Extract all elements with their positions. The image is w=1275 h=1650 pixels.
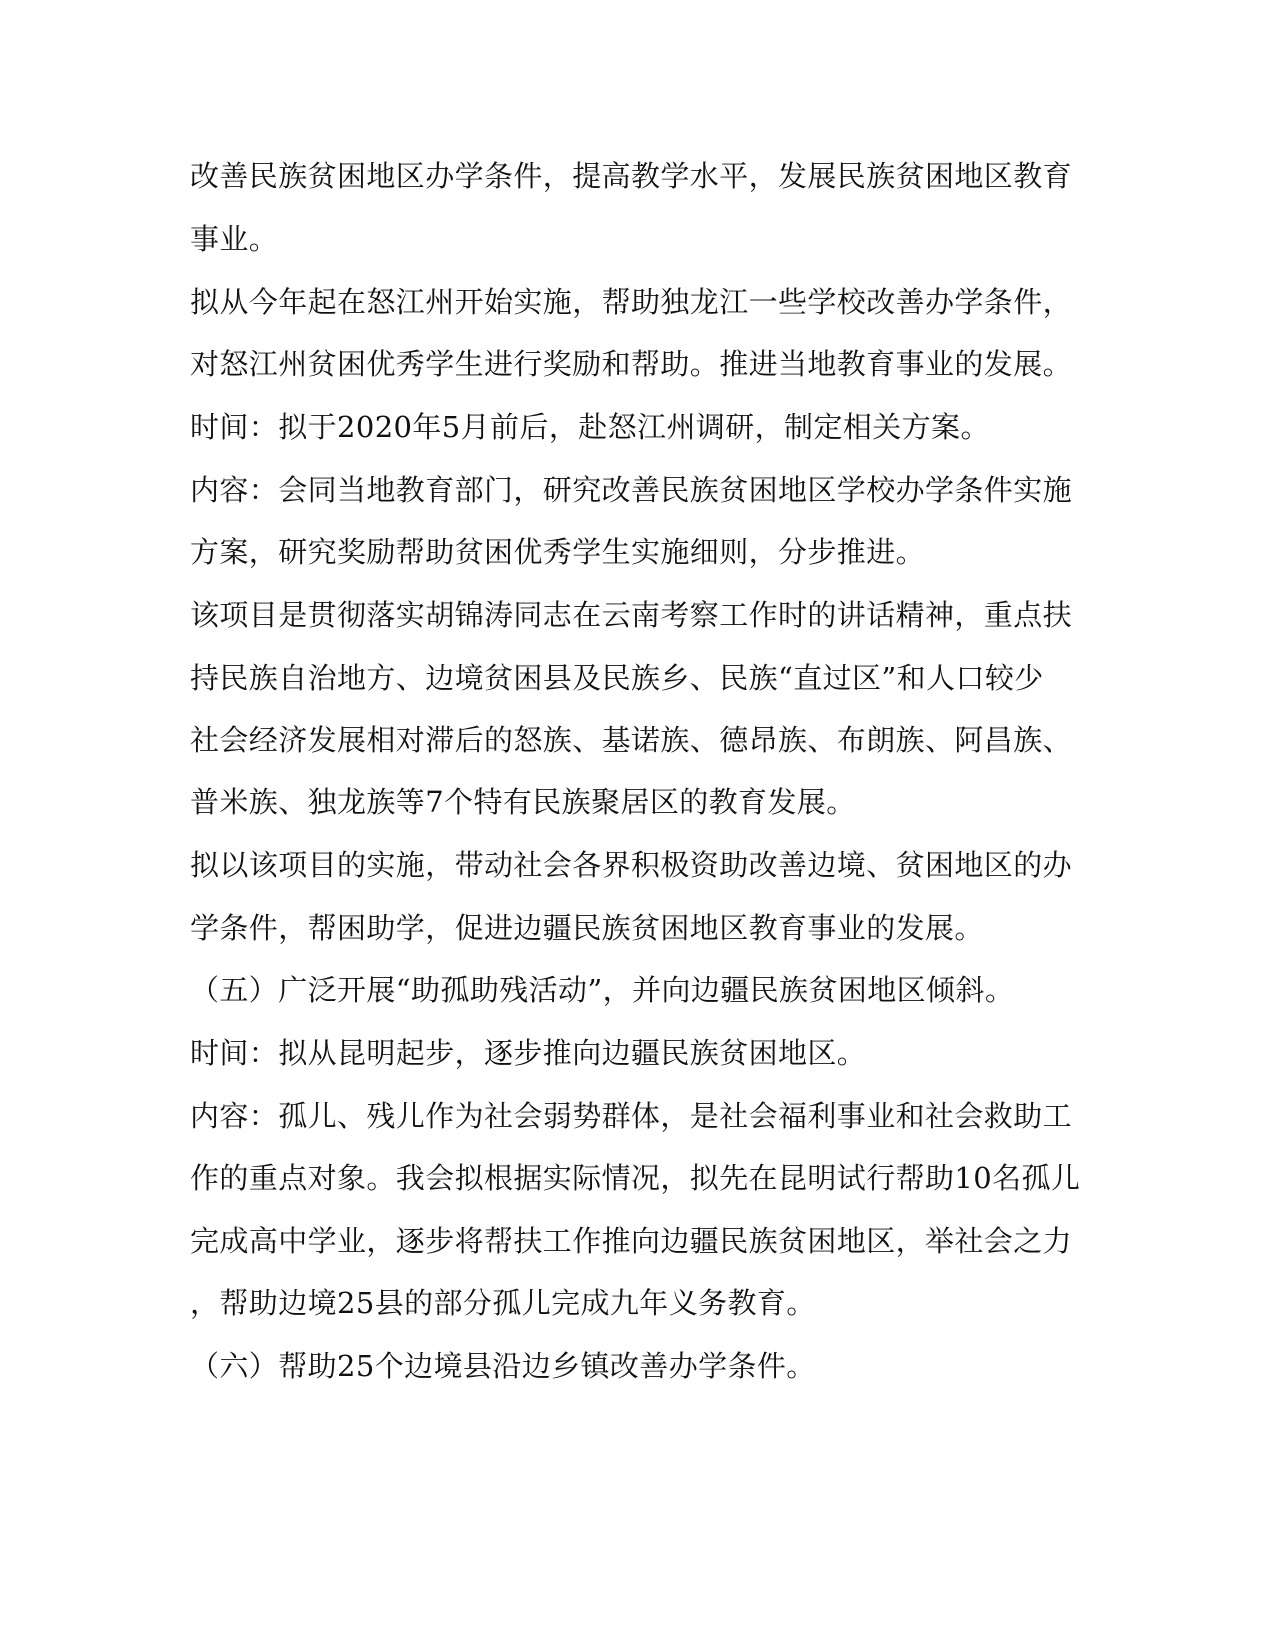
text-line: ，帮助边境25县的部分孤儿完成九年义务教育。 xyxy=(190,1286,816,1320)
text-line: 持民族自治地方、边境贫困县及民族乡、民族“直过区”和人口较少 xyxy=(190,661,1044,695)
text-line: （六）帮助25个边境县沿边乡镇改善办学条件。 xyxy=(190,1349,816,1383)
text-line: 该项目是贯彻落实胡锦涛同志在云南考察工作时的讲话精神，重点扶 xyxy=(190,598,1073,632)
text-line: 拟从今年起在怒江州开始实施，帮助独龙江一些学校改善办学条件， xyxy=(190,285,1073,319)
text-line: 作的重点对象。我会拟根据实际情况，拟先在昆明试行帮助10名孤儿 xyxy=(190,1161,1081,1195)
text-line: 改善民族贫困地区办学条件，提高教学水平，发展民族贫困地区教育 xyxy=(190,159,1073,193)
text-line: （五）广泛开展“助孤助残活动”，并向边疆民族贫困地区倾斜。 xyxy=(190,973,1015,1007)
text-line: 完成高中学业，逐步将帮扶工作推向边疆民族贫困地区，举社会之力 xyxy=(190,1224,1073,1258)
text-line: 普米族、独龙族等7个特有民族聚居区的教育发展。 xyxy=(190,785,856,819)
text-line: 社会经济发展相对滞后的怒族、基诺族、德昂族、布朗族、阿昌族、 xyxy=(190,723,1073,757)
text-line: 对怒江州贫困优秀学生进行奖励和帮助。推进当地教育事业的发展。 xyxy=(190,347,1073,381)
text-line: 事业。 xyxy=(190,222,279,256)
text-line: 内容：会同当地教育部门，研究改善民族贫困地区学校办学条件实施 xyxy=(190,473,1073,507)
text-line: 内容：孤儿、残儿作为社会弱势群体，是社会福利事业和社会救助工 xyxy=(190,1099,1073,1133)
text-line: 学条件，帮困助学，促进边疆民族贫困地区教育事业的发展。 xyxy=(190,911,984,945)
text-line: 方案，研究奖励帮助贫困优秀学生实施细则，分步推进。 xyxy=(190,535,926,569)
text-line: 时间：拟于2020年5月前后，赴怒江州调研，制定相关方案。 xyxy=(190,410,990,444)
text-line: 拟以该项目的实施，带动社会各界积极资助改善边境、贫困地区的办 xyxy=(190,848,1073,882)
text-line: 时间：拟从昆明起步，逐步推向边疆民族贫困地区。 xyxy=(190,1036,867,1070)
